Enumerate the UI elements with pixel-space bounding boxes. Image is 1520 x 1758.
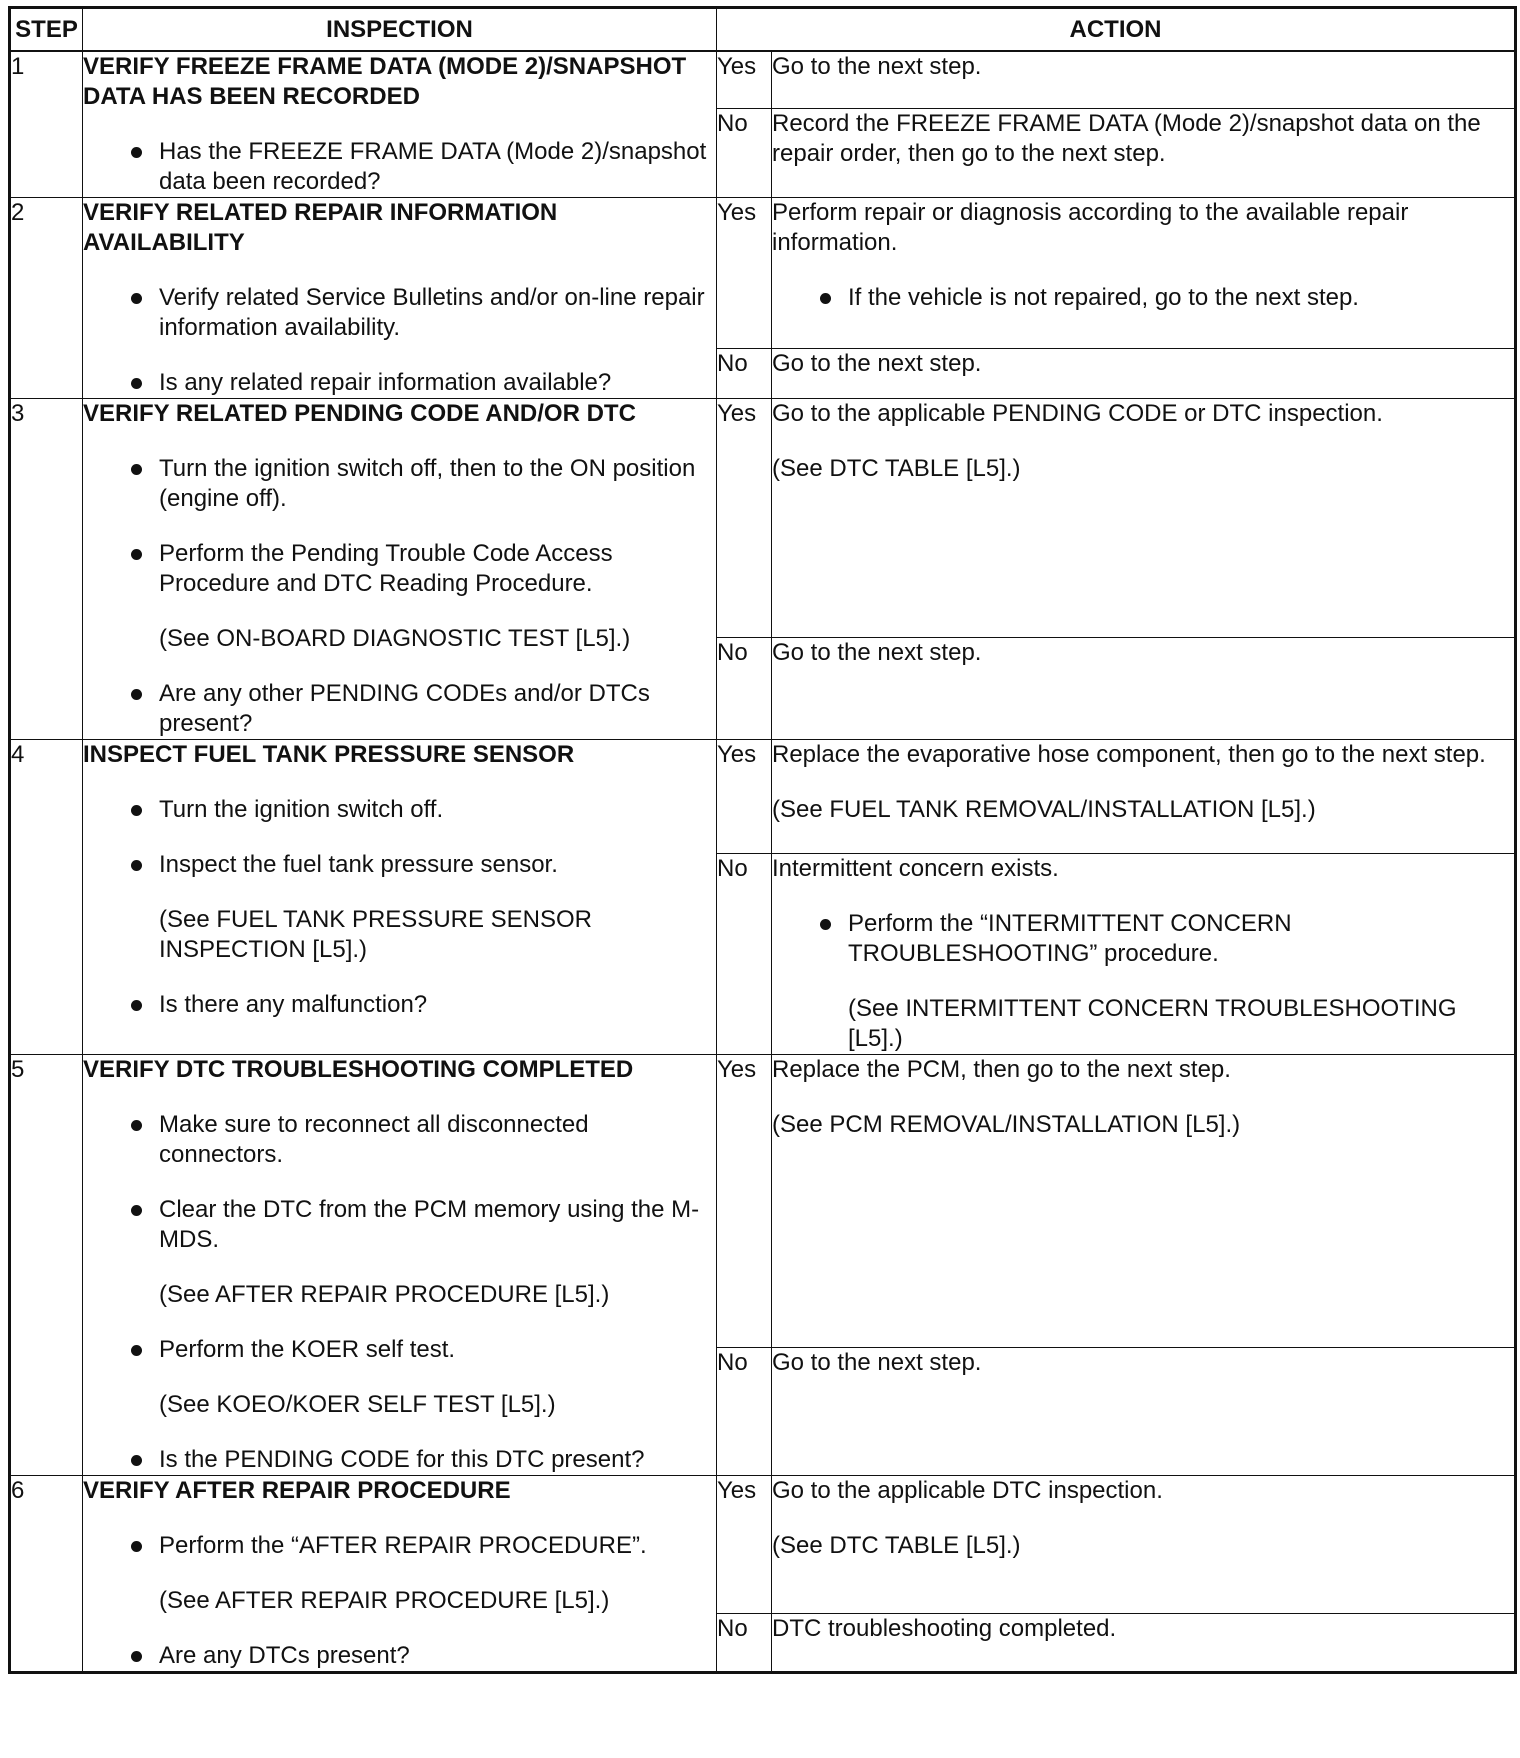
inspection-item-text: Clear the DTC from the PCM memory using the M-MDS. (159, 1196, 700, 1253)
action-text: Perform repair or diagnosis according to the available repair information. (772, 199, 1409, 256)
bullet-icon (131, 549, 142, 560)
yes-label: Yes (717, 740, 772, 854)
inspection-item (83, 539, 716, 599)
bullet-icon (131, 1455, 142, 1466)
inspection-reference (83, 905, 716, 965)
inspection-cell (83, 1476, 717, 1673)
inspection-item (83, 850, 716, 880)
no-label: No (717, 1348, 772, 1476)
inspection-title: VERIFY DTC TROUBLESHOOTING COMPLETED (83, 1056, 634, 1083)
inspection-item-text: (See AFTER REPAIR PROCEDURE [L5].) (159, 1281, 610, 1308)
action-text: Intermittent concern exists. (772, 855, 1059, 882)
bullet-icon (131, 378, 142, 389)
inspection-item-text: Perform the “AFTER REPAIR PROCEDURE”. (159, 1532, 647, 1559)
inspection-item-text: Perform the Pending Trouble Code Access Procedure and DTC Reading Procedure. (159, 540, 613, 597)
action-list (772, 283, 1514, 313)
action-item-text: Perform the “INTERMITTENT CONCERN TROUBLESHOOTING” procedure. (848, 910, 1292, 967)
bullet-icon (131, 464, 142, 475)
no-label: No (717, 349, 772, 399)
bullet-icon (131, 1651, 142, 1662)
action-text: Record the FREEZE FRAME DATA (Mode 2)/snapshot data on the repair order, then go to the next step. (772, 110, 1481, 168)
action-item (772, 283, 1514, 313)
yes-label: Yes (717, 399, 772, 638)
inspection-item-text: Has the FREEZE FRAME DATA (Mode 2)/snapshot data been recorded? (159, 138, 707, 195)
action-reference (772, 994, 1514, 1054)
yes-action (772, 1476, 1516, 1614)
header-action: ACTION (717, 8, 1516, 52)
step-number: 6 (10, 1476, 83, 1673)
action-text: (See DTC TABLE [L5].) (772, 455, 1021, 482)
table-header-row (10, 8, 1516, 52)
inspection-item (83, 1531, 716, 1561)
inspection-reference (83, 624, 716, 654)
inspection-item (83, 1335, 716, 1365)
inspection-title: VERIFY FREEZE FRAME DATA (MODE 2)/SNAPSHOT DATA HAS BEEN RECORDED (83, 53, 687, 110)
bullet-icon (131, 1541, 142, 1552)
bullet-icon (131, 1345, 142, 1356)
inspection-item-text: Turn the ignition switch off, then to the ON position (engine off). (159, 455, 696, 512)
header-inspection: INSPECTION (83, 8, 717, 52)
inspection-reference (83, 1280, 716, 1310)
inspection-cell (83, 740, 717, 1055)
yes-action (772, 740, 1516, 854)
inspection-cell (83, 1055, 717, 1476)
yes-label: Yes (717, 51, 772, 109)
table-row (10, 1055, 1516, 1348)
step-number: 4 (10, 740, 83, 1055)
inspection-item-text: Perform the KOER self test. (159, 1336, 456, 1363)
inspection-item (83, 283, 716, 343)
inspection-cell (83, 51, 717, 198)
step-number: 2 (10, 198, 83, 399)
inspection-item-text: Is there any malfunction? (159, 991, 428, 1018)
diagnostic-procedure-page (8, 6, 1514, 1674)
yes-label: Yes (717, 198, 772, 349)
no-action (772, 109, 1516, 198)
yes-action (772, 1055, 1516, 1348)
inspection-item (83, 1195, 716, 1255)
table-row (10, 740, 1516, 854)
inspection-cell (83, 399, 717, 740)
bullet-icon (131, 860, 142, 871)
inspection-item-text: (See FUEL TANK PRESSURE SENSOR INSPECTION [L5].) (159, 906, 593, 963)
inspection-cell (83, 198, 717, 399)
inspection-item (83, 137, 716, 197)
bullet-icon (131, 1000, 142, 1011)
inspection-list (83, 137, 716, 197)
yes-action (772, 399, 1516, 638)
no-label: No (717, 1613, 772, 1672)
no-action (772, 637, 1516, 739)
step-number: 5 (10, 1055, 83, 1476)
inspection-list (83, 283, 716, 398)
action-reference-text: (See INTERMITTENT CONCERN TROUBLESHOOTING [L5].) (848, 995, 1457, 1052)
inspection-item-text: Turn the ignition switch off. (159, 796, 444, 823)
diagnostic-table (8, 6, 1517, 1674)
action-item (772, 909, 1514, 969)
table-row (10, 399, 1516, 638)
inspection-item-text: Are any other PENDING CODEs and/or DTCs present? (159, 680, 650, 737)
yes-label: Yes (717, 1476, 772, 1614)
inspection-item (83, 990, 716, 1020)
bullet-icon (131, 147, 142, 158)
inspection-item (83, 1445, 716, 1475)
inspection-title: VERIFY RELATED PENDING CODE AND/OR DTC (83, 400, 636, 427)
inspection-item (83, 454, 716, 514)
inspection-item (83, 795, 716, 825)
action-text: Go to the applicable DTC inspection. (772, 1477, 1163, 1504)
action-item-text: If the vehicle is not repaired, go to the next step. (848, 284, 1359, 311)
bullet-icon (131, 1205, 142, 1216)
bullet-icon (131, 1120, 142, 1131)
inspection-item-text: Verify related Service Bulletins and/or on-line repair information availability. (159, 284, 705, 341)
action-list (772, 909, 1514, 1054)
action-text: (See FUEL TANK REMOVAL/INSTALLATION [L5].) (772, 796, 1316, 823)
action-text: (See PCM REMOVAL/INSTALLATION [L5].) (772, 1111, 1241, 1138)
inspection-item-text: Is any related repair information available? (159, 369, 612, 396)
action-text: Go to the applicable PENDING CODE or DTC inspection. (772, 400, 1383, 427)
action-text: (See DTC TABLE [L5].) (772, 1532, 1021, 1559)
bullet-icon (131, 689, 142, 700)
no-action (772, 854, 1516, 1055)
inspection-item-text: Make sure to reconnect all disconnected connectors. (159, 1111, 589, 1168)
inspection-item-text: Are any DTCs present? (159, 1642, 410, 1669)
no-action (772, 1613, 1516, 1672)
step-number: 3 (10, 399, 83, 740)
action-text: Go to the next step. (772, 1349, 982, 1377)
inspection-title: INSPECT FUEL TANK PRESSURE SENSOR (83, 741, 575, 768)
yes-action (772, 51, 1516, 109)
inspection-list (83, 795, 716, 1020)
action-text: DTC troubleshooting completed. (772, 1614, 1117, 1642)
no-label: No (717, 854, 772, 1055)
action-text: Go to the next step. (772, 350, 982, 378)
step-number: 1 (10, 51, 83, 198)
inspection-item-text: Is the PENDING CODE for this DTC present? (159, 1446, 645, 1473)
action-text: Go to the next step. (772, 53, 982, 80)
inspection-title: VERIFY AFTER REPAIR PROCEDURE (83, 1477, 511, 1504)
inspection-item-text: (See KOEO/KOER SELF TEST [L5].) (159, 1391, 556, 1418)
bullet-icon (131, 293, 142, 304)
inspection-item-text: Inspect the fuel tank pressure sensor. (159, 851, 558, 878)
action-text: Replace the evaporative hose component, then go to the next step. (772, 741, 1486, 768)
bullet-icon (820, 919, 831, 930)
table-row (10, 1476, 1516, 1614)
inspection-list (83, 454, 716, 739)
inspection-title: VERIFY RELATED REPAIR INFORMATION AVAILABILITY (83, 199, 558, 256)
bullet-icon (820, 293, 831, 304)
inspection-list (83, 1110, 716, 1475)
yes-action (772, 198, 1516, 349)
inspection-item (83, 1110, 716, 1170)
action-text: Go to the next step. (772, 638, 982, 666)
table-row (10, 198, 1516, 349)
bullet-icon (131, 805, 142, 816)
inspection-list (83, 1531, 716, 1671)
inspection-item-text: (See ON-BOARD DIAGNOSTIC TEST [L5].) (159, 625, 631, 652)
header-step: STEP (10, 8, 83, 52)
no-label: No (717, 637, 772, 739)
no-label: No (717, 109, 772, 198)
inspection-reference (83, 1390, 716, 1420)
action-text: Replace the PCM, then go to the next step. (772, 1056, 1231, 1083)
inspection-item (83, 679, 716, 739)
no-action (772, 349, 1516, 399)
table-row (10, 51, 1516, 109)
yes-label: Yes (717, 1055, 772, 1348)
inspection-item-text: (See AFTER REPAIR PROCEDURE [L5].) (159, 1587, 610, 1614)
inspection-reference (83, 1586, 716, 1616)
inspection-item (83, 368, 716, 398)
no-action (772, 1348, 1516, 1476)
inspection-item (83, 1641, 716, 1671)
